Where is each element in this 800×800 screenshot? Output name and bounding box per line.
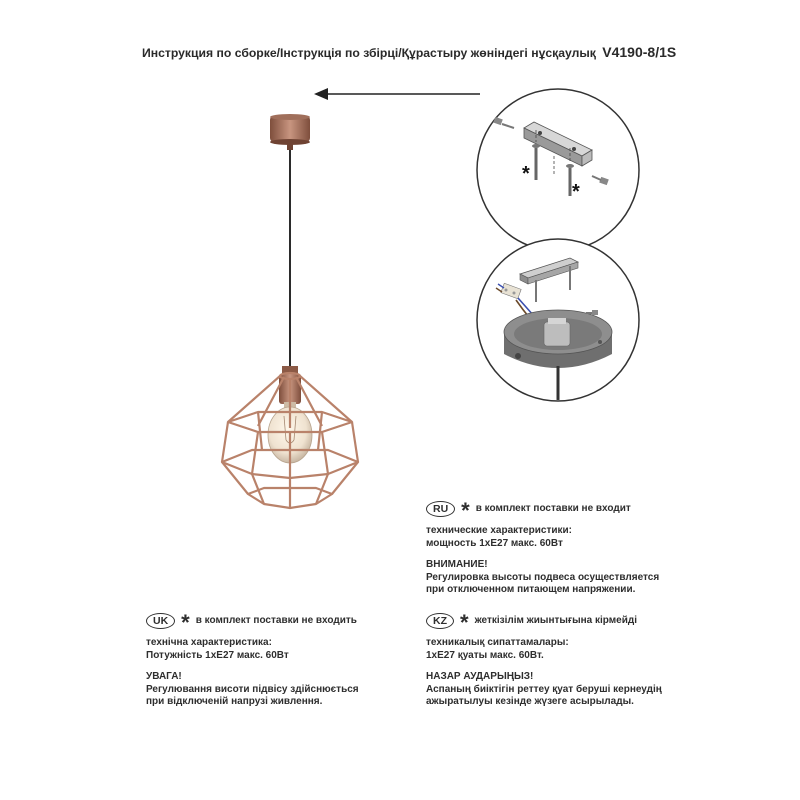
ru-spec-line: технические характеристики: bbox=[426, 525, 572, 536]
asterisk-icon: * bbox=[460, 610, 469, 635]
kz-specs bbox=[426, 637, 662, 662]
star-mark-left: * bbox=[522, 163, 530, 185]
uk-warning bbox=[146, 671, 359, 709]
pendant-lamp-illustration bbox=[200, 110, 380, 520]
uk-warning-line: при відключеній напрузі живлення. bbox=[146, 696, 323, 707]
uk-badge: UK bbox=[146, 613, 175, 629]
kz-warning-line: ажыратылуы кезінде жүзеге асырылады. bbox=[426, 696, 634, 707]
ceiling-canopy bbox=[270, 114, 310, 150]
ru-warning bbox=[426, 559, 659, 597]
uk-instructions bbox=[146, 612, 359, 718]
ru-warning-line: Регулировка высоты подвеса осуществляется bbox=[426, 571, 660, 583]
uk-specs bbox=[146, 637, 359, 662]
kz-instructions bbox=[426, 612, 662, 718]
ru-warning-title: ВНИМАНИЕ! bbox=[426, 559, 488, 570]
kz-spec-line: техникалық сипаттамалары: bbox=[426, 637, 569, 648]
uk-warning-title: УВАГА! bbox=[146, 671, 182, 682]
wire-cage bbox=[222, 373, 358, 508]
wiring-canopy-diagram bbox=[474, 236, 642, 404]
ru-not-included-note: в комплект поставки не входит bbox=[475, 502, 631, 514]
ru-warning-line: при отключенном питающем напряжении. bbox=[426, 584, 636, 595]
ru-specs bbox=[426, 525, 659, 550]
kz-not-included-note: жеткізілім жиынтығына кірмейді bbox=[474, 614, 638, 626]
bracket-mounting-diagram bbox=[474, 86, 642, 254]
ru-spec-line: мощность 1xE27 макс. 60Вт bbox=[426, 537, 563, 549]
uk-spec-line: технічна характеристика: bbox=[146, 637, 272, 648]
left-arrow-icon bbox=[312, 84, 482, 104]
kz-warning bbox=[426, 671, 662, 709]
kz-warning-title: НАЗАР АУДАРЫҢЫЗ! bbox=[426, 671, 534, 682]
page-title bbox=[142, 44, 676, 60]
model-number: V4190-8/1S bbox=[602, 44, 677, 60]
asterisk-icon: * bbox=[461, 498, 470, 523]
star-mark-right: * bbox=[572, 181, 580, 203]
kz-badge: KZ bbox=[426, 613, 454, 629]
uk-warning-line: Регулювання висоти підвісу здійснюється bbox=[146, 683, 359, 695]
kz-warning-line: Аспаның биіктігін реттеу қуат беруші кернеудің bbox=[426, 683, 662, 695]
title-text: Инструкция по сборке/Інструкція по збірці/Құрастыру жөніндегі нұсқаулық bbox=[142, 46, 596, 60]
uk-not-included-note: в комплект поставки не входить bbox=[195, 614, 357, 626]
uk-spec-line: Потужність 1хЕ27 макс. 60Вт bbox=[146, 649, 289, 661]
kz-spec-line: 1хЕ27 қуаты макс. 60Вт. bbox=[426, 649, 544, 661]
ru-instructions bbox=[426, 500, 659, 606]
asterisk-icon: * bbox=[181, 610, 190, 635]
ru-badge: RU bbox=[426, 501, 455, 517]
